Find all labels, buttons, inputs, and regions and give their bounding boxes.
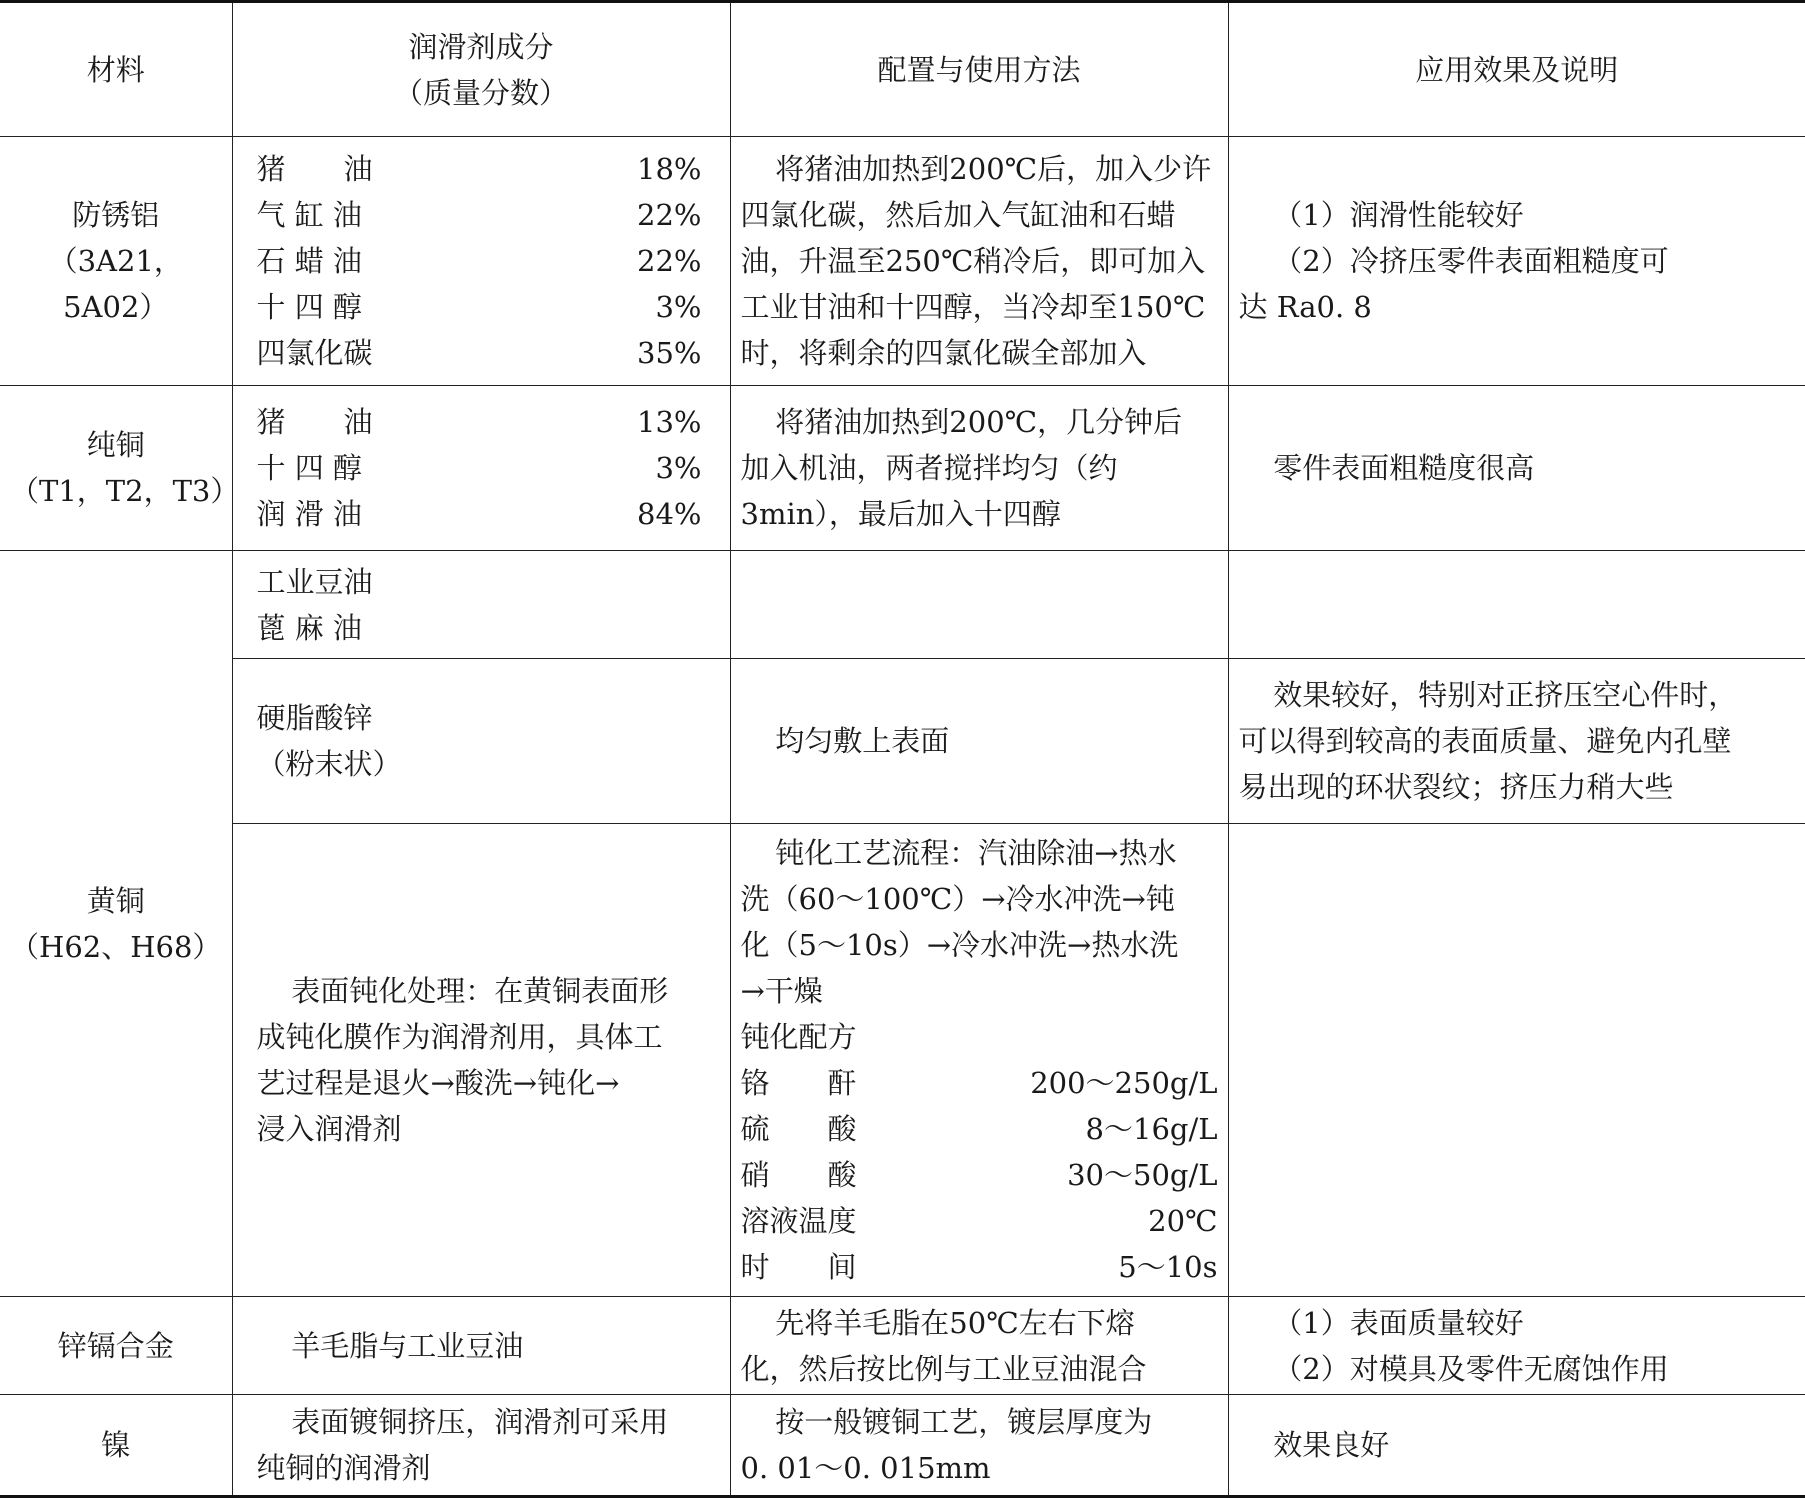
method-cell: 将猪油加热到200℃，几分钟后 加入机油，两者搅拌均匀（约 3min），最后加入十四醇 bbox=[730, 386, 1228, 551]
effect-cell: （1）表面质量较好 （2）对模具及零件无腐蚀作用 bbox=[1228, 1297, 1805, 1395]
ingredient-line: 猪 油 18% bbox=[256, 152, 702, 186]
ingredients-cell: 表面钝化处理：在黄铜表面形 成钝化膜作为润滑剂用，具体工 艺过程是退火→酸洗→钝化→ 浸入润滑剂 bbox=[232, 824, 730, 1297]
ingredients-cell: 硬脂酸锌 （粉末状） bbox=[232, 659, 730, 824]
effect-cell: 效果较好，特别对正挤压空心件时， 可以得到较高的表面质量、避免内孔壁 易出现的环状裂纹；挤压力稍大些 bbox=[1228, 659, 1805, 824]
table-row bbox=[0, 1297, 1805, 1395]
method-cell: 钝化工艺流程：汽油除油→热水 洗（60～100℃）→冷水冲洗→钝 化（5～10s）→冷水冲洗→热水洗 →干燥 钝化配方 铬 酐 200～250g/L 硫 酸 8～16g/L 硝 酸 30～50g/L 溶液温度 20℃ 时 间 5～10s bbox=[730, 824, 1228, 1297]
effect-cell: 效果良好 bbox=[1228, 1395, 1805, 1497]
method-cell: 将猪油加热到200℃后，加入少许 四氯化碳，然后加入气缸油和石蜡 油，升温至250℃稍冷后，即可加入 工业甘油和十四醇，当冷却至150℃ 时，将剩余的四氯化碳全部加入 bbox=[730, 137, 1228, 386]
header-method: 配置与使用方法 bbox=[730, 2, 1228, 137]
ingredients-cell: 表面镀铜挤压，润滑剂可采用 纯铜的润滑剂 bbox=[232, 1395, 730, 1497]
effect-cell bbox=[1228, 551, 1805, 659]
ingredients-cell bbox=[232, 386, 730, 551]
ingredient-line: 润 滑 油 84% bbox=[256, 497, 702, 531]
header-ingredients: 润滑剂成分 （质量分数） bbox=[232, 2, 730, 137]
method-cell bbox=[730, 551, 1228, 659]
material-cell: 镍 bbox=[0, 1395, 232, 1497]
recipe-line: 溶液温度 20℃ bbox=[740, 1204, 1218, 1238]
effect-cell bbox=[1228, 824, 1805, 1297]
table-row bbox=[0, 659, 1805, 824]
ingredients-cell: 羊毛脂与工业豆油 bbox=[232, 1297, 730, 1395]
method-cell: 按一般镀铜工艺，镀层厚度为 0. 01～0. 015mm bbox=[730, 1395, 1228, 1497]
header-material: 材料 bbox=[0, 2, 232, 137]
ingredient-line: 气 缸 油 22% bbox=[256, 198, 702, 232]
method-cell: 均匀敷上表面 bbox=[730, 659, 1228, 824]
ingredients-cell: 工业豆油 蓖 麻 油 bbox=[232, 551, 730, 659]
recipe-line: 铬 酐 200～250g/L bbox=[740, 1066, 1218, 1100]
recipe-line: 硫 酸 8～16g/L bbox=[740, 1112, 1218, 1146]
table-row bbox=[0, 137, 1805, 386]
material-cell: 锌镉合金 bbox=[0, 1297, 232, 1395]
material-cell: 纯铜 （T1，T2，T3） bbox=[0, 386, 232, 551]
effect-cell: （1）润滑性能较好 （2）冷挤压零件表面粗糙度可 达 Ra0. 8 bbox=[1228, 137, 1805, 386]
recipe-line: 硝 酸 30～50g/L bbox=[740, 1158, 1218, 1192]
table-row bbox=[0, 551, 1805, 659]
recipe-line: 时 间 5～10s bbox=[740, 1250, 1218, 1284]
table-row bbox=[0, 386, 1805, 551]
ingredient-line: 十 四 醇 3% bbox=[256, 451, 702, 485]
table-row bbox=[0, 1395, 1805, 1497]
material-cell: 防锈铝 （3A21， 5A02） bbox=[0, 137, 232, 386]
method-cell: 先将羊毛脂在50℃左右下熔 化，然后按比例与工业豆油混合 bbox=[730, 1297, 1228, 1395]
header-effect: 应用效果及说明 bbox=[1228, 2, 1805, 137]
ingredient-line: 猪 油 13% bbox=[256, 405, 702, 439]
effect-cell: 零件表面粗糙度很高 bbox=[1228, 386, 1805, 551]
ingredients-cell bbox=[232, 137, 730, 386]
material-cell: 黄铜 （H62、H68） bbox=[0, 551, 232, 1297]
table-row bbox=[0, 824, 1805, 1297]
ingredient-line: 四氯化碳 35% bbox=[256, 336, 702, 370]
ingredient-line: 石 蜡 油 22% bbox=[256, 244, 702, 278]
ingredient-line: 十 四 醇 3% bbox=[256, 290, 702, 324]
header-row bbox=[0, 2, 1805, 137]
